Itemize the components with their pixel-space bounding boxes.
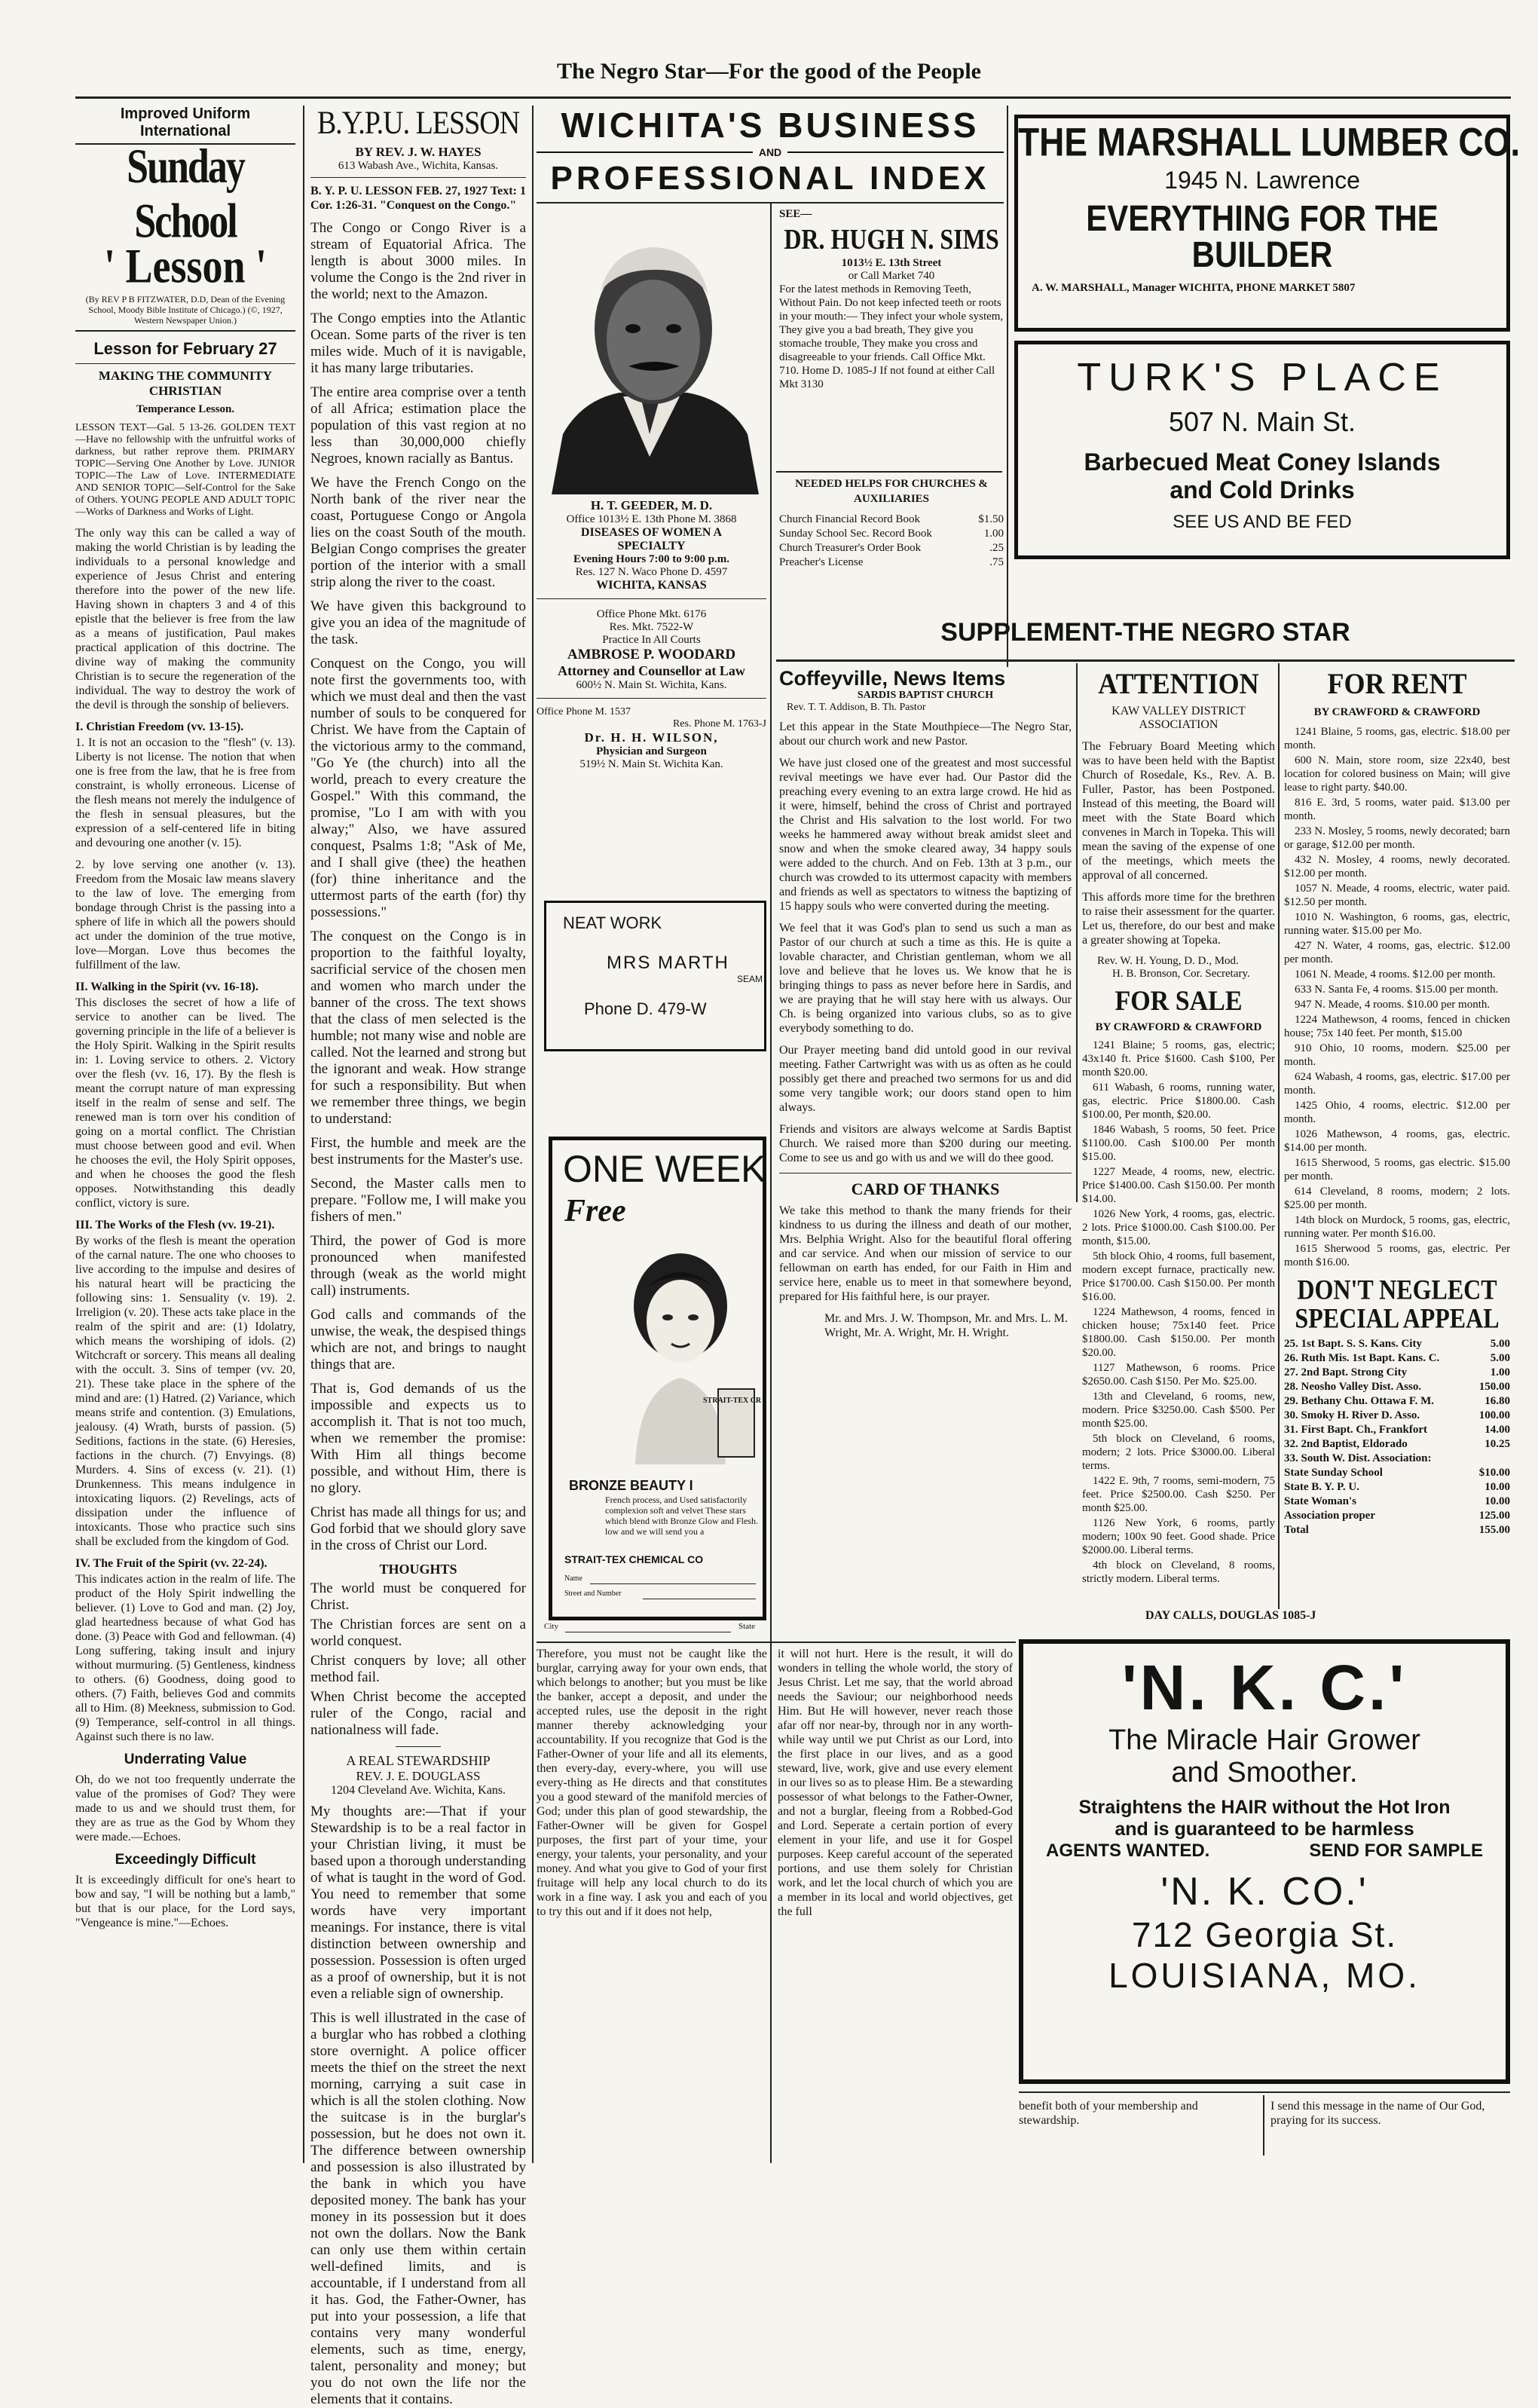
- appeal-item: [1284, 1466, 1510, 1480]
- bypu-paragraph: That is, God demands of us the impossible and expects us to accomplish it. That is not too much, when we remember the promise: With Him all things become possible, and without Him, there is no glory.: [310, 1381, 526, 1496]
- bronze-beauty: BRONZE BEAUTY I: [569, 1478, 693, 1493]
- woodard-address: 600½ N. Main St. Wichita, Kans.: [576, 679, 727, 691]
- appeal-item: [1284, 1495, 1510, 1509]
- sims-address: 1013½ E. 13th Street: [841, 257, 942, 269]
- helps-item-label: Church Financial Record Book: [779, 513, 921, 525]
- lesson-paragraph: It is exceedingly difficult for one's heart to bow and say, "I will be nothing but a lamb," but that is our place, for the Lord says, "Vengeance is mine."—Echoes.: [75, 1874, 295, 1929]
- stewardship-continued-text: it will not hurt. Here is the result, it will do wonders in telling the whole world, the story of Jesus Christ. Let me say, that the world abroad needs the Saviour; our neighborhood needs Him. But He will however, never reach those afar off nor near-by, through nor in any worth-while way until we put Christ as our Lord, into the first place in our lives, and as a good steward, live, work, give and use every element in our lives so as to please Him. Be a stewarding possessor of what belongs to the Father-Owner, and not a burglar, fleeing from a Robbed-God and Lord. Seperate a certain portion of every element in your life, and use it for Gospel purposes. Keep careful account of the seperated portions, and use them solely for Christian work, and let the local church of which you are a member in its local and world objectives, get the full: [778, 1648, 1013, 1918]
- bypu-address: 613 Wabash Ave., Wichita, Kansas.: [310, 160, 526, 178]
- bypu-paragraph: Second, the Master calls men to prepare. "Follow me, I will make you fishers of men.": [310, 1176, 526, 1225]
- helps-item-price: 1.00: [983, 528, 1004, 540]
- lesson-intro: LESSON TEXT—Gal. 5 13-26. GOLDEN TEXT—Have no fellowship with the unfruitful works of darkness, but rather reprove them. PRIMARY TOPIC—Serving One Another by Love. JUNIOR TOPIC—The Law of Love. INTERMEDIATE AND SENIOR TOPIC—Self-Control for the Sake of Others. YOUNG PEOPLE AND ADULT TOPIC—Works of Darkness and Works of Light.: [75, 422, 295, 518]
- stewardship-continued-2: [778, 1647, 1013, 2167]
- for-rent-item: 427 N. Water, 4 rooms, gas, electric. $12.00 per month.: [1284, 940, 1510, 965]
- helps-item: [779, 527, 1004, 541]
- masthead: The Negro Star—For the good of the People: [557, 59, 981, 84]
- for-sale-item: 1846 Wabash, 5 rooms, 50 feet. Price $1100.00. Cash $100.00 Per month $15.00.: [1082, 1124, 1275, 1163]
- stewardship-paragraph: My thoughts are:—That if your Stewardship is to be a real factor in your Christian living, it must be based upon a thorough understanding of what is taught in the word of God. You need to remember that some words have very important meanings. For instance, there is vital distinction between ownership and possession. Possession is often urged as a proof of ownership, but it is not even a reliable sign of ownership.: [310, 1804, 526, 2002]
- sunday-school-title: Sunday School: [127, 139, 244, 249]
- doctor-portrait: [537, 208, 766, 494]
- attention-title: ATTENTION: [1098, 667, 1259, 700]
- card-of-thanks-signers: Mr. and Mrs. J. W. Thompson, Mr. and Mrs. L. M. Wright, Mr. A. Wright, Mr. H. Wright.: [824, 1312, 1068, 1339]
- marshall-slogan-1: EVERYTHING FOR THE: [1086, 197, 1439, 239]
- geeder-hours: Evening Hours 7:00 to 9:00 p.m.: [573, 553, 730, 565]
- coffeyville-column: [779, 667, 1072, 1677]
- for-sale-item: 1126 New York, 6 rooms, partly modern; 100x 90 feet. Good shade. Price $2000.00. Liberal terms.: [1082, 1517, 1275, 1556]
- appeal-item: [1284, 1480, 1510, 1495]
- nkc-line-4: and is guaranteed to be harmless: [1115, 1819, 1414, 1840]
- lesson-paragraph: By works of the flesh is meant the operation of the carnal nature. The one who chooses to live according to the impulse and desires of his natural heart will be practicing the following sins: 1. Sensuality (v. 19). 2. Irreligion (v. 20). These acts take place in the realm of the spirit and are: (1) Idolatry, which means the worshiping of idols. (2) Witchcraft or sorcery. This means all dealing with the occult. 3. Sins of temper (vv. 20, 21). These take place in the sphere of the mind and are: (1) Hatred. (2) Variance, which means strife and contention. (3) Emulations, jealousy. (4) Wrath, bursts of passion. (5) Seditions, factions in the state. (6) Heresies, factions in the church. (7) Envyings. (8) Murders. 4. Sins of excess (v. 21). (1) Drunkenness. This means indulgence in intoxicating liquors. (2) Revelings, acts of dissipation under the influence of intoxicants. Those who practice such sins shall be excluded from the kingdom of God.: [75, 1235, 295, 1548]
- column-rule: [1278, 663, 1280, 1609]
- geeder-office: Office 1013½ E. 13th Phone M. 3868: [566, 513, 737, 525]
- for-rent-by: BY CRAWFORD & CRAWFORD: [1313, 706, 1481, 718]
- sunday-school-lesson-word: ' Lesson ': [103, 239, 268, 293]
- wilson-name: Dr. H. H. WILSON,: [584, 730, 719, 745]
- appeal-item-amount: 125.00: [1478, 1510, 1510, 1522]
- underrating-value-heading: Underrating Value: [124, 1752, 247, 1767]
- appeal-item-amount: 150.00: [1478, 1381, 1510, 1393]
- neat-work-name: MRS MARTH: [607, 953, 729, 973]
- jar-label: STRAIT-TEX CR: [703, 1397, 762, 1405]
- appeal-item-label: 30. Smoky H. River D. Asso.: [1284, 1409, 1420, 1421]
- order-state-label: State: [738, 1622, 755, 1631]
- bypu-title: B.Y.P.U. LESSON: [316, 104, 520, 142]
- appeal-item: [1284, 1452, 1510, 1466]
- for-rent-item: 1026 Mathewson, 4 rooms, gas, electric. $14.00 per month.: [1284, 1128, 1510, 1154]
- helps-item-price: .75: [989, 556, 1004, 568]
- coffeyville-paragraph: We have just closed one of the greatest and most successful revival meetings we have ever had. Our Pastor did the preaching every evening to an extra large crowd. He hid as it were, himself, behind the cross of Christ and portrayed the Christ and His salvation to the lost world. For two weeks he hammered away without break amidst sleet and snow and when the smoke cleared away, 34 happy souls were added to the church. And on Feb. 13th at 3 p.m., our church was crowded to its uttermost capacity with members and friends as well as spectators to witness the baptizing of 15 happy souls who were converted during the meeting.: [779, 757, 1072, 913]
- order-name-label: Name: [564, 1574, 582, 1583]
- for-sale-item: 1026 New York, 4 rooms, gas, electric. 2 lots. Price $1000.00. Cash $100.00. Per month, $15.00.: [1082, 1208, 1275, 1247]
- woodard-title: Attorney and Counsellor at Law: [558, 663, 745, 678]
- marshall-lumber-ad: [1014, 115, 1521, 332]
- appeal-item-amount: 14.00: [1484, 1424, 1510, 1436]
- stewardship-closing-2: [1270, 2099, 1510, 2159]
- lesson-paragraph: The only way this can be called a way of making the world Christian is by leading the individuals to a personal knowledge and experience of Jesus Christ and entering therefore into the power of the new life. Having shown in chapters 3 and 4 of this epistle that the believer is free from the law as a means of justification, Paul makes practical application of this doctrine. The divine way of making the community Christian is to secure the regeneration of the individual. The way to destroy the work of the devil is through the sonship of believers.: [75, 527, 295, 711]
- nkc-line-2: and Smoother.: [1171, 1757, 1358, 1788]
- for-sale-item: 1224 Mathewson, 4 rooms, fenced in chicken house; 75x140 feet. Price $1800.00. Cash $150.00. Per month $20.00.: [1082, 1306, 1275, 1359]
- column-rule: [770, 203, 772, 1206]
- for-sale-title: FOR SALE: [1115, 986, 1243, 1017]
- woodard-residence: Res. Mkt. 7522-W: [609, 621, 694, 633]
- stewardship-closing-1: [1019, 2099, 1258, 2159]
- lesson-paragraph: Oh, do we not too frequently underrate the value of the promises of God? They were made to us and we should trust them, for they are as true as the God by Whom they were made.—Echoes.: [75, 1773, 295, 1843]
- for-rent-item: 600 N. Main, store room, size 22x40, best location for colored business on Main; will give lease to right party. $40.00.: [1284, 754, 1510, 794]
- marshall-address: 1945 N. Lawrence: [1164, 167, 1360, 194]
- for-rent-item: 816 E. 3rd, 5 rooms, water paid. $13.00 per month.: [1284, 797, 1510, 822]
- appeal-item-label: 29. Bethany Chu. Ottawa F. M.: [1284, 1395, 1435, 1407]
- for-rent-item: 1241 Blaine, 5 rooms, gas, electric. $18.00 per month.: [1284, 726, 1510, 751]
- helps-item: [779, 541, 1004, 555]
- for-rent-item: 432 N. Mosley, 4 rooms, newly decorated. $12.00 per month.: [1284, 854, 1510, 880]
- neat-work-seam: SEAM: [736, 974, 763, 984]
- turks-line-1: Barbecued Meat Coney Islands: [1084, 448, 1441, 476]
- woodard-ad: [537, 608, 766, 699]
- lesson-paragraph: 1. It is not an occasion to the "flesh" (v. 13). Liberty is not license. The notion that when one is free from the law, that he is free from constraint, is wholly erroneous. License of the flesh means not merely the indulgence of the flesh in sensual pleasures, but the expression of a self-centered life in biting and devouring one another (v. 15).: [75, 736, 295, 849]
- helps-item-label: Church Treasurer's Order Book: [779, 542, 922, 554]
- appeal-item-amount: 10.25: [1484, 1438, 1510, 1450]
- one-week-title: ONE WEEK: [563, 1148, 766, 1190]
- bypu-paragraph: The entire area comprise over a tenth of all Africa; estimation place the population of this vast region at no less than 30,000,000 chiefly Negroes, known racially as Bantus.: [310, 384, 526, 467]
- for-rent-list: [1284, 725, 1510, 1269]
- appeal-item: [1284, 1509, 1510, 1523]
- appeal-item-label: State Sunday School: [1284, 1467, 1383, 1479]
- nkc-line-1: The Miracle Hair Grower: [1108, 1724, 1420, 1756]
- bypu-paragraph: Third, the power of God is more pronounced when manifested through (weak as the world might call) instruments.: [310, 1233, 526, 1299]
- sims-see: SEE—: [779, 208, 812, 220]
- for-rent-item: 947 N. Meade, 4 rooms. $10.00 per month.: [1295, 999, 1491, 1011]
- bypu-column: [310, 104, 526, 2407]
- appeal-item-label: 33. South W. Dist. Association:: [1284, 1452, 1432, 1464]
- for-sale-item: 5th block Ohio, 4 rooms, full basement, modern except furnace, practically new. Price $1700.00. Cash $150.00. Per month $16.00.: [1082, 1250, 1275, 1303]
- for-sale-list: [1082, 1039, 1275, 1586]
- day-calls: DAY CALLS, DOUGLAS 1085-J: [1145, 1609, 1316, 1622]
- geeder-city: WICHITA, KANSAS: [537, 579, 766, 599]
- sims-name: DR. HUGH N. SIMS: [784, 222, 999, 255]
- wilson-office: Office Phone M. 1537: [537, 706, 631, 718]
- stewardship-paragraph: This is well illustrated in the case of a burglar who has robbed a clothing store overnight. A police officer meets the thief on the street the next morning, carrying a suit case in which is all the stolen clothing. Now the suitcase is in the burglar's possession, but he does not own it. The difference between ownership and possession is also illustrated by the bank in which you have deposited money. The bank has your money in its possession but it does not own the dollars. Now the Bank can only use them within certain well-defined limits, and is accountable, if I understand from all it has. God, the Father-Owner, has put into your possession, a life that contains very many wonderful elements, such as time, energy, talent, personality and money; but you do not own the life nor the elements that it contains.: [310, 2010, 526, 2407]
- thoughts-heading: THOUGHTS: [379, 1562, 457, 1577]
- supplement-rule: [776, 659, 1515, 662]
- appeal-item-amount: 100.00: [1478, 1409, 1510, 1421]
- coffeyville-pastor: Rev. T. T. Addison, B. Th. Pastor: [787, 702, 926, 713]
- appeal-item-amount: 155.00: [1478, 1524, 1510, 1536]
- appeal-item-label: Association proper: [1284, 1510, 1375, 1522]
- index-and: AND: [758, 146, 782, 158]
- masthead-rule: [75, 96, 1511, 99]
- sunday-school-column: [75, 106, 295, 2171]
- for-rent-item: 1615 Sherwood, 5 rooms, gas electric. $15.00 per month.: [1284, 1157, 1510, 1183]
- turks-address: 507 N. Main St.: [1168, 406, 1356, 437]
- nkc-city: LOUISIANA, MO.: [1108, 1956, 1420, 1995]
- card-of-thanks-title: CARD OF THANKS: [779, 1173, 1072, 1199]
- appeal-item: [1284, 1351, 1510, 1366]
- bypu-paragraph: Conquest on the Congo, you will note first the governments too, with which we must deal and then the vast number of souls to be conquered for Christ. We have from the Captain of the victorious army to the command, "Go Ye (the church) into all the world, preach to every creature the Gospel." With this command, the promise, "Lo I am with with you alway;" Also, we have assured conquest, Psalms 1:8; "Ask of Me, and I shall give (thee) the heathen (for) thine inheritance and the uttermost parts of the earth (for) thy possessions.": [310, 656, 526, 920]
- appeal-item-label: State Woman's: [1284, 1495, 1356, 1507]
- bypu-paragraph: Christ conquers by love; all other method fail.: [310, 1653, 526, 1685]
- strait-tex-company: STRAIT-TEX CHEMICAL CO: [564, 1553, 704, 1565]
- appeal-item-label: 26. Ruth Mis. 1st Bapt. Kans. C.: [1284, 1352, 1440, 1364]
- for-sale-item: 611 Wabash, 6 rooms, running water, gas, electric. Price $1800.00. Cash $100.00, Per month, $20.00.: [1082, 1082, 1275, 1121]
- for-rent-item: 614 Cleveland, 8 rooms, modern; 2 lots. $25.00 per month.: [1284, 1186, 1510, 1211]
- lesson-date: Lesson for February 27: [75, 339, 295, 364]
- appeal-item-amount: $10.00: [1478, 1467, 1510, 1479]
- coffeyville-paragraph: We feel that it was God's plan to send us such a man as Pastor of our church at such a time as this. He is quite a lovable character, and Christian gentleman, whom we all love and believe that he loves us. We know that he is bringing things to pass as never before here in Sardis, and we are praying that he will stay here with us always. Our Ch. is being organized into various clubs, so as to give everybody something to do.: [779, 922, 1072, 1035]
- index-title-line2: PROFESSIONAL INDEX: [550, 160, 990, 197]
- sunday-school-byline: (By REV P B FITZWATER, D.D, Dean of the Evening School, Moody Bible Institute of Chicago.) (©, 1927, Western Newspaper Union.): [75, 294, 295, 332]
- appeal-item-label: 27. 2nd Bapt. Strong City: [1284, 1366, 1408, 1378]
- coffeyville-paragraph: Friends and visitors are always welcome at Sardis Baptist Church. We raised more than $200 during our meeting. Come to see us and go with us and we will do thee good.: [779, 1123, 1072, 1164]
- for-sale-item: 4th block on Cleveland, 8 rooms, strictly modern. Liberal terms.: [1082, 1559, 1275, 1585]
- lesson-title: MAKING THE COMMUNITY CHRISTIAN: [98, 369, 273, 398]
- marshall-slogan-2: BUILDER: [1191, 234, 1333, 275]
- bypu-paragraph: The Congo empties into the Atlantic Ocean. Some parts of the river is ten miles wide. Much of it is navigable, it has many large tributaries.: [310, 311, 526, 376]
- geeder-name: H. T. GEEDER, M. D.: [590, 498, 713, 513]
- for-sale-item: 1422 E. 9th, 7 rooms, semi-modern, 75 feet. Price $2500.00. Cash $250. Per month $25.00.: [1082, 1475, 1275, 1514]
- nkc-agents: AGENTS WANTED.: [1046, 1840, 1210, 1861]
- card-of-thanks-text: We take this method to thank the many friends for their kindness to us during the illness and death of our mother, Mrs. Belphia Wright. Also for the beautiful floral offering and car service. And when our mission of service to our fellowman on earth has ended, for our Faith in Him and service here, enable us to meet in that somewhere beyond, prepared for His faithful here, is our prayer.: [779, 1204, 1072, 1303]
- bypu-paragraph: First, the humble and meek are the best instruments for the Master's use.: [310, 1135, 526, 1167]
- bypu-paragraph: The Congo or Congo River is a stream of Equatorial Africa. The length is about 3000 miles. In volume the Congo is the 2nd river in the world; next to the Amazon.: [310, 220, 526, 302]
- appeal-item-label: 28. Neosho Valley Dist. Asso.: [1284, 1381, 1422, 1393]
- stewardship-closing-text: benefit both of your membership and stewardship.: [1019, 2100, 1198, 2127]
- appeal-item-amount: 10.00: [1484, 1495, 1510, 1507]
- bypu-paragraph: We have given this background to give you an idea of the magnitude of the task.: [310, 598, 526, 647]
- lesson-subtitle: Temperance Lesson.: [136, 403, 235, 415]
- wilson-title: Physician and Surgeon: [596, 745, 707, 757]
- bypu-paragraph: God calls and commands of the unwise, the weak, the despised things which are not, and brings to naught things that are.: [310, 1307, 526, 1372]
- woodard-practice: Practice In All Courts: [602, 634, 701, 646]
- stewardship-closing-text: I send this message in the name of Our God, praying for its success.: [1270, 2100, 1485, 2127]
- for-sale-by: BY CRAWFORD & CRAWFORD: [1095, 1021, 1262, 1033]
- for-sale-item: 1227 Meade, 4 rooms, new, electric. Price $1400.00. Cash $150.00. Per month $14.00.: [1082, 1166, 1275, 1205]
- appeal-item: [1284, 1423, 1510, 1437]
- coffeyville-paragraph: Our Prayer meeting band did untold good in our revival meeting. Father Cartwright was with us as often as he could possibly get there and preached two sermons for us and did some very tangible work; our doors stand open to him always.: [779, 1044, 1072, 1114]
- turks-title: TURK'S PLACE: [1077, 356, 1448, 399]
- appeal-item-label: State B. Y. P. U.: [1284, 1481, 1360, 1493]
- helps-item-price: $1.50: [978, 513, 1004, 525]
- attention-paragraph: This affords more time for the brethren to raise their assessment for the quarter. Let us, therefore, do our best and make a greater showing at Topeka.: [1082, 891, 1275, 947]
- column-rule: [1076, 663, 1078, 1202]
- appeal-item-label: 31. First Bapt. Ch., Frankfort: [1284, 1424, 1427, 1436]
- appeal-item-label: 25. 1st Bapt. S. S. Kans. City: [1284, 1338, 1422, 1350]
- for-rent-item: 1425 Ohio, 4 rooms, electric. $12.00 per month.: [1284, 1100, 1510, 1125]
- for-sale-item: 1241 Blaine; 5 rooms, gas, electric; 43x140 ft. Price $1600. Cash $100, Per month $20.00.: [1082, 1039, 1275, 1079]
- for-rent-column: [1284, 667, 1510, 1609]
- attention-column: [1082, 667, 1275, 1609]
- coffeyville-church: SARDIS BAPTIST CHURCH: [857, 690, 994, 701]
- attention-signature: Rev. W. H. Young, D. D., Mod.: [1097, 955, 1239, 967]
- appeal-item-amount: 16.80: [1484, 1395, 1510, 1407]
- bypu-paragraph: When Christ become the accepted ruler of the Congo, racial and nationalness will fade.: [310, 1689, 526, 1738]
- appeal-item-amount: 5.00: [1490, 1338, 1510, 1350]
- appeal-item: [1284, 1380, 1510, 1394]
- appeal-item: [1284, 1366, 1510, 1380]
- sims-call: or Call Market 740: [848, 270, 935, 282]
- supplement-header: SUPPLEMENT-THE NEGRO STAR: [940, 618, 1350, 647]
- neat-work-phone: Phone D. 479-W: [584, 999, 707, 1018]
- bottom-rule: [537, 1642, 1016, 1643]
- helps-item-label: Preacher's License: [779, 556, 864, 568]
- for-rent-item: 233 N. Mosley, 5 rooms, newly decorated; barn or garage, $12.00 per month.: [1284, 825, 1510, 851]
- appeal-item-label: Total: [1284, 1524, 1309, 1536]
- helps-title: NEEDED HELPS FOR CHURCHES & AUXILIARIES: [795, 478, 988, 505]
- marshall-title: THE MARSHALL LUMBER CO.: [1018, 119, 1521, 164]
- marshall-footer: A. W. MARSHALL, Manager WICHITA, PHONE MARKET 5807: [1032, 282, 1356, 294]
- bypu-intro: B. Y. P. U. LESSON FEB. 27, 1927 Text: 1 Cor. 1:26-31. "Conquest on the Congo.": [310, 185, 526, 212]
- sims-text: For the latest methods in Removing Teeth, Without Pain. Do not keep infected teeth or roots in your mouth:— They infect your whole system, They give you a bad breath, They give you stomache trouble, They make you cross and disagreeable to your friends. Call Office Mkt. 710. Home D. 1085-J If not found at either Call Mkt 3130: [779, 283, 1004, 390]
- for-sale-item: 1127 Mathewson, 6 rooms. Price $2650.00. Cash $150. Per Mo. $25.00.: [1082, 1362, 1275, 1388]
- sims-rule: [776, 471, 1002, 473]
- lesson-heading: III. The Works of the Flesh (vv. 19-21).: [75, 1219, 275, 1232]
- lesson-paragraph: This discloses the secret of how a life of service to another can be lived. The governing principle in the life of a believer is the Holy Spirit. Walking in the Spirit results in: 1. Loving service to others. 2. Victory over the flesh (vv. 16, 17). By the flesh is meant the corrupt nature of man expressing itself in the realm of sense and self. The renewed man is torn over his condition of going on a mortal conflict. The Christian must choose between good and evil. When he chooses the evil, the Holy Spirit opposes, and when he chooses the good the flesh opposes. Notwithstanding this deadly conflict, victory is sure.: [75, 996, 295, 1210]
- turks-line-2: and Cold Drinks: [1170, 476, 1355, 503]
- nkc-address: 712 Georgia St.: [1131, 1915, 1398, 1954]
- bypu-paragraph: Christ has made all things for us; and God forbid that we should glory save in the cross of Christ our Lord.: [310, 1504, 526, 1553]
- attention-signature: H. B. Bronson, Cor. Secretary.: [1112, 968, 1250, 980]
- geeder-residence: Res. 127 N. Waco Phone D. 4597: [575, 566, 728, 578]
- index-header: [537, 106, 1004, 203]
- wilson-ad: [537, 706, 766, 771]
- helps-item: [779, 513, 1004, 527]
- closing-rule: [1019, 2091, 1510, 2093]
- for-rent-item: 1057 N. Meade, 4 rooms, electric, water paid. $12.50 per month.: [1284, 883, 1510, 908]
- for-sale-item: 13th and Cleveland, 6 rooms, new, modern. Price $3250.00. Cash $500. Per month $25.00.: [1082, 1391, 1275, 1430]
- sunday-school-banner: Improved Uniform International: [75, 106, 295, 145]
- wilson-address: 519½ N. Main St. Wichita Kan.: [579, 758, 723, 770]
- column-rule: [1263, 2095, 1264, 2156]
- lesson-heading: II. Walking in the Spirit (vv. 16-18).: [75, 981, 258, 993]
- appeal-item: [1284, 1409, 1510, 1423]
- woodard-phone: Office Phone Mkt. 6176: [596, 608, 707, 620]
- for-rent-item: 910 Ohio, 10 rooms, modern. $25.00 per month.: [1284, 1042, 1510, 1068]
- stewardship-title: A REAL STEWARDSHIP: [346, 1753, 491, 1768]
- attention-sub: KAW VALLEY DISTRICT ASSOCIATION: [1111, 705, 1246, 731]
- bypu-paragraph: The conquest on the Congo is in proportion to the faithful loyalty, sacrificial service of the chosen men and women who march under the banner of the cross. The text shows that the class of men selected is the humble; not many wise and noble are called. Not the learned and strong but the ignorant and weak. How strange for such a responsibility. But when we remember three things, we begin to understand:: [310, 929, 526, 1127]
- bypu-paragraph: The Christian forces are sent on a world conquest.: [310, 1617, 526, 1649]
- geeder-ad: [537, 208, 766, 770]
- for-rent-item: 1224 Mathewson, 4 rooms, fenced in chicken house; 75x 140 feet. Per month, $15.00: [1284, 1014, 1510, 1039]
- index-title-line1: WICHITA'S BUSINESS: [561, 106, 980, 145]
- appeal-item: [1284, 1523, 1510, 1538]
- appeal-title-2: SPECIAL APPEAL: [1295, 1302, 1500, 1334]
- woman-portrait: [605, 1238, 756, 1464]
- column-rule: [1007, 106, 1008, 667]
- turks-place-ad: [1014, 341, 1510, 559]
- bypu-byline: BY REV. J. W. HAYES: [355, 145, 482, 159]
- stewardship-byline: REV. J. E. DOUGLASS: [356, 1769, 481, 1783]
- appeal-item-amount: 10.00: [1484, 1481, 1510, 1493]
- exceedingly-difficult-heading: Exceedingly Difficult: [115, 1852, 256, 1868]
- column-rule: [770, 1202, 772, 2163]
- appeal-title-1: DON'T NEGLECT: [1297, 1274, 1497, 1305]
- helps-item-label: Sunday School Sec. Record Book: [779, 528, 932, 540]
- nkc-sample: SEND FOR SAMPLE: [1309, 1840, 1483, 1861]
- bypu-paragraph: We have the French Congo on the North bank of the river near the coast, Portuguese Congo or Angola lies on the coast South of the mouth. Belgian Congo comprises the greater portion of the interior with a small strip along the river to the coast.: [310, 475, 526, 590]
- appeal-item: [1284, 1337, 1510, 1351]
- neat-work-line: NEAT WORK: [563, 913, 662, 932]
- column-rule: [532, 106, 534, 2163]
- neat-work-ad: [544, 901, 766, 1051]
- wilson-residence: Res. Phone M. 1763-J: [672, 718, 766, 730]
- appeal-list: [1284, 1337, 1510, 1538]
- nkc-ad: [1019, 1639, 1510, 2084]
- appeal-item: [1284, 1437, 1510, 1452]
- bronze-text: French process, and Used satisfactorily complexion soft and velvet These stars which blend with Bronze Glow and Flesh. low and we will send you a: [605, 1495, 758, 1537]
- lesson-heading: IV. The Fruit of the Spirit (vv. 22-24).: [75, 1557, 268, 1570]
- for-rent-item: 1061 N. Meade, 4 rooms. $12.00 per month.: [1295, 968, 1496, 981]
- for-rent-item: 1615 Sherwood 5 rooms, gas, electric. Per month $16.00.: [1284, 1243, 1510, 1268]
- stewardship-continued-text: Therefore, you must not be caught like the burglar, carrying away for your own ends, that which belongs to another; but you must be like the banker, accept a deposit, and under the accepted rules, use the deposit in the right manner thereby acknowledging your accountability. If you recognize that God is the Father-Owner of your life and all its elements, then every-day, every-where, you will use every-thing as He directs and that constitutes you a good steward of the manifold mercies of God; under this plan of good stewardship, the Father-Owner will be given for Gospel purposes, the first part of your time, your energy, your talents, your personality, and your money. And what you give to God of your first fruitage will help any local church to do its work in a fine way. I ask you and each of you to try this out and if it does not help,: [537, 1648, 767, 1918]
- helps-list: [779, 513, 1004, 570]
- for-sale-item: 5th block on Cleveland, 6 rooms, modern; 2 lots. Price $3000.00. Liberal terms.: [1082, 1433, 1275, 1472]
- for-rent-item: 14th block on Murdock, 5 rooms, gas, electric, running water. Per month $16.00.: [1284, 1214, 1510, 1240]
- geeder-specialty: DISEASES OF WOMEN A SPECIALTY: [580, 526, 723, 552]
- stewardship-address: 1204 Cleveland Ave. Wichita, Kans.: [330, 1784, 506, 1797]
- coffeyville-title: Coffeyville, News Items: [779, 667, 1006, 690]
- coffeyville-paragraph: Let this appear in the State Mouthpiece—The Negro Star, about our church work and new Pastor.: [779, 721, 1072, 748]
- nkc-title: 'N. K. C.': [1121, 1652, 1408, 1723]
- lesson-heading: I. Christian Freedom (vv. 13-15).: [75, 721, 244, 733]
- appeal-item-label: 32. 2nd Baptist, Eldorado: [1284, 1438, 1408, 1450]
- for-rent-title: FOR RENT: [1327, 667, 1467, 700]
- sims-ad: [779, 208, 1004, 472]
- column-rule: [303, 106, 304, 2163]
- stewardship-continued-1: [537, 1647, 767, 2167]
- nkc-company: 'N. K. CO.': [1160, 1870, 1368, 1914]
- for-rent-item: 1010 N. Washington, 6 rooms, gas, electric, running water. $15.00 per Mo.: [1284, 911, 1510, 937]
- index-header-rule: [537, 202, 1004, 203]
- bypu-paragraph: The world must be conquered for Christ.: [310, 1580, 526, 1613]
- one-week-free: Free: [564, 1194, 626, 1228]
- turks-line-3: SEE US AND BE FED: [1173, 512, 1352, 532]
- nkc-line-3: Straightens the HAIR without the Hot Iron: [1078, 1797, 1451, 1818]
- appeal-item: [1284, 1394, 1510, 1409]
- helps-ad: [779, 476, 1004, 589]
- one-week-ad: [549, 1137, 766, 1620]
- appeal-item-amount: 1.00: [1490, 1366, 1510, 1378]
- helps-item-price: .25: [989, 542, 1004, 554]
- woodard-name: AMBROSE P. WOODARD: [567, 647, 736, 662]
- for-rent-item: 624 Wabash, 4 rooms, gas, electric. $17.00 per month.: [1284, 1071, 1510, 1097]
- helps-item: [779, 555, 1004, 570]
- lesson-paragraph: This indicates action in the realm of life. The product of the Holy Spirit indwelling the believer. (1) Love to God and man. (2) Joy, glad heartedness because of what God has done. (3) Peace with God and fellowman. (4) Long suffering, taking insult and injury without murmuring. (5) Gentleness, kindness to others. (6) Goodness, doing good to others. (7) Faith, believes God and commits all to Him. (8) Meekness, submission to God. (9) Temperance, self-control in all things. Against such there is no law.: [75, 1573, 295, 1743]
- order-city-label: City: [544, 1622, 558, 1631]
- attention-paragraph: The February Board Meeting which was to have been held with the Baptist Church of Rosedale, Ks., Rev. A. B. Fuller, Pastor, has been Postponed. Instead of this meeting, the Board will meet with the State Board which convenes in March in Topeka. This will mean the saving of the expense of one of the meetings, which meets the approval of all concerned.: [1082, 740, 1275, 882]
- for-rent-item: 633 N. Santa Fe, 4 rooms. $15.00 per month.: [1295, 984, 1499, 996]
- appeal-item-amount: 5.00: [1490, 1352, 1510, 1364]
- order-street-label: Street and Number: [564, 1590, 622, 1598]
- lesson-paragraph: 2. by love serving one another (v. 13). Freedom from the Mosaic law means slavery to the law of love. The emerging from bondage through Christ is the passing into a sphere of life in which all the powers should act under the dominion of the true motive, love—Morgan. Love thus becomes the fulfillment of the law.: [75, 858, 295, 971]
